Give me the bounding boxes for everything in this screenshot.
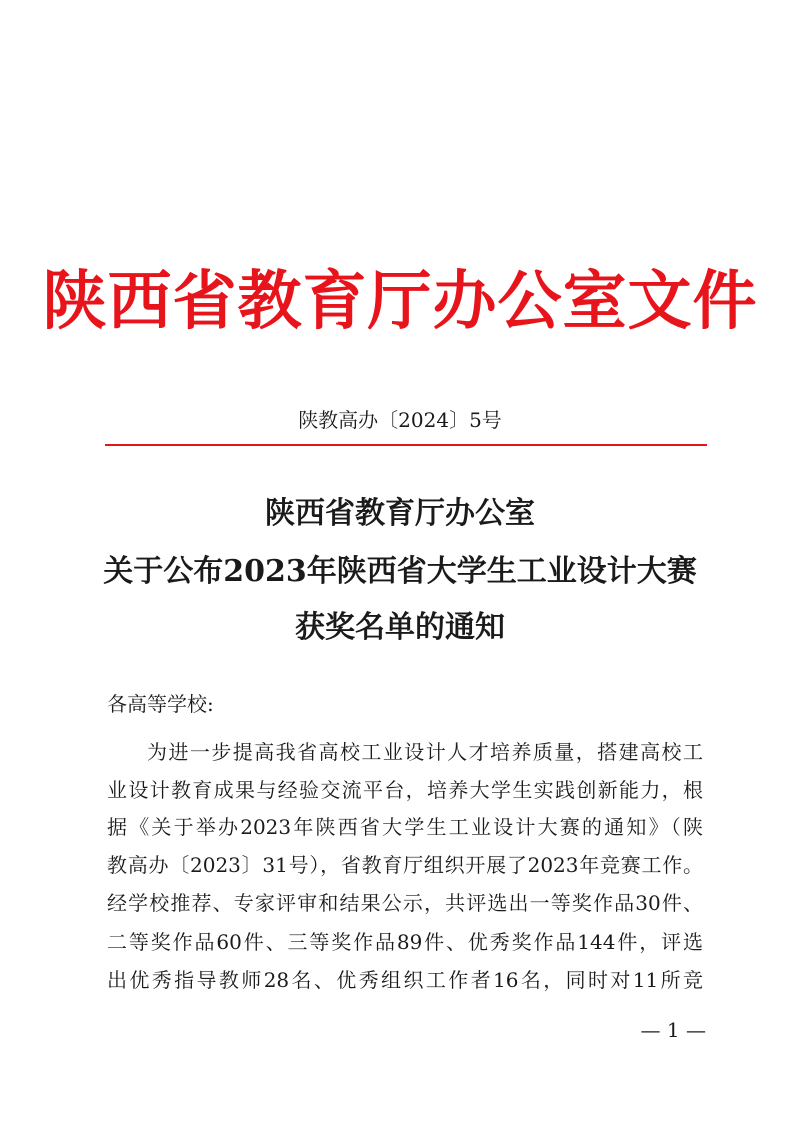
notice-title-line-1: 陕西省教育厅办公室 <box>265 496 535 531</box>
salutation: 各高等学校: <box>107 692 214 716</box>
body-line: 为进一步提高我省高校工业设计人才培养质量，搭建高校工 <box>147 740 703 764</box>
red-separator-line <box>105 444 707 446</box>
notice-title-line-2: 关于公布2023年陕西省大学生工业设计大赛 <box>103 554 697 589</box>
masthead-title: 陕西省教育厅办公室文件 <box>42 264 758 339</box>
body-line: 经学校推荐、专家评审和结果公示，共评选出一等奖作品30件、 <box>107 891 703 915</box>
page-number: — 1 — <box>640 1018 706 1042</box>
notice-title-line-3: 获奖名单的通知 <box>295 610 505 645</box>
body-line: 教高办〔2023〕31号），省教育厅组织开展了2023年竞赛工作。 <box>107 853 703 877</box>
document-number: 陕教高办〔2024〕5号 <box>298 408 502 432</box>
body-line: 业设计教育成果与经验交流平台，培养大学生实践创新能力，根 <box>107 778 703 802</box>
body-line: 据《关于举办2023年陕西省大学生工业设计大赛的通知》（陕 <box>107 815 703 839</box>
body-line: 出优秀指导教师28名、优秀组织工作者16名，同时对11所竞 <box>107 968 703 992</box>
body-line: 二等奖作品60件、三等奖作品89件、优秀奖作品144件，评选 <box>107 930 703 954</box>
